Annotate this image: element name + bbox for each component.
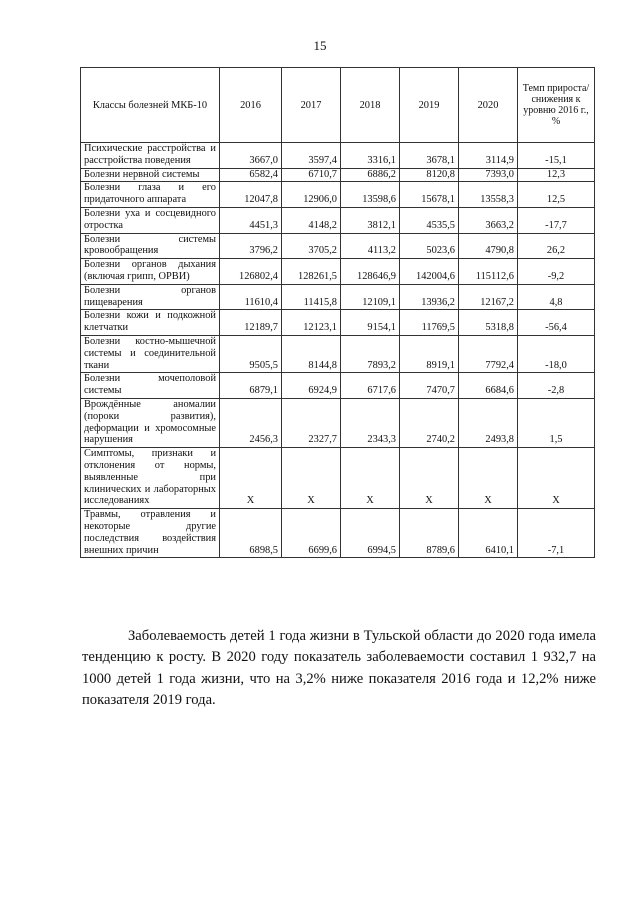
- header-year-2020: 2020: [459, 68, 518, 143]
- header-year-2019: 2019: [400, 68, 459, 143]
- value-cell: 12189,7: [220, 310, 282, 336]
- table-row: [81, 448, 595, 509]
- value-cell: 4113,2: [341, 233, 400, 259]
- value-cell: 3705,2: [282, 233, 341, 259]
- value-cell: 8789,6: [400, 509, 459, 558]
- value-cell: 6924,9: [282, 373, 341, 399]
- growth-rate-cell: -18,0: [518, 335, 595, 372]
- value-cell: 2740,2: [400, 398, 459, 447]
- growth-rate-cell: -17,7: [518, 207, 595, 233]
- value-cell: 6710,7: [282, 168, 341, 182]
- header-year-2018: 2018: [341, 68, 400, 143]
- disease-table: [80, 67, 595, 558]
- value-cell: 128261,5: [282, 259, 341, 285]
- table-row: [81, 168, 595, 182]
- growth-rate-cell: 26,2: [518, 233, 595, 259]
- value-cell: 11610,4: [220, 284, 282, 310]
- value-cell: 3812,1: [341, 207, 400, 233]
- value-cell: 12109,1: [341, 284, 400, 310]
- header-growth-rate: Темп прироста/ снижения к уровню 2016 г., %: [518, 68, 595, 143]
- value-cell: 3663,2: [459, 207, 518, 233]
- value-cell: 6898,5: [220, 509, 282, 558]
- value-cell: 5023,6: [400, 233, 459, 259]
- growth-rate-cell: -2,8: [518, 373, 595, 399]
- disease-class-cell: Болезни мочеполовой системы: [81, 373, 220, 399]
- disease-class-cell: Врождённые аномалии (пороки развития), деформации и хромосомные нарушения: [81, 398, 220, 447]
- disease-class-cell: Болезни глаза и его придаточного аппарата: [81, 182, 220, 208]
- value-cell: X: [282, 448, 341, 509]
- table-row: [81, 310, 595, 336]
- growth-rate-cell: 4,8: [518, 284, 595, 310]
- disease-class-cell: Болезни системы кровообращения: [81, 233, 220, 259]
- value-cell: 15678,1: [400, 182, 459, 208]
- value-cell: X: [400, 448, 459, 509]
- value-cell: 11769,5: [400, 310, 459, 336]
- value-cell: 13598,6: [341, 182, 400, 208]
- page-number: 15: [313, 38, 327, 53]
- value-cell: 2327,7: [282, 398, 341, 447]
- value-cell: 115112,6: [459, 259, 518, 285]
- table-row: [81, 259, 595, 285]
- value-cell: 3316,1: [341, 143, 400, 169]
- value-cell: X: [220, 448, 282, 509]
- value-cell: 3667,0: [220, 143, 282, 169]
- value-cell: 142004,6: [400, 259, 459, 285]
- value-cell: 8144,8: [282, 335, 341, 372]
- table-row: [81, 398, 595, 447]
- value-cell: 2493,8: [459, 398, 518, 447]
- table-row: [81, 335, 595, 372]
- value-cell: 3796,2: [220, 233, 282, 259]
- table-row: [81, 207, 595, 233]
- disease-class-cell: Симптомы, признаки и отклонения от нормы, выявленные при клинических и лабораторных исследованиях: [81, 448, 220, 509]
- disease-class-cell: Травмы, отравления и некоторые другие последствия воздействия внешних причин: [81, 509, 220, 558]
- value-cell: 12047,8: [220, 182, 282, 208]
- value-cell: X: [341, 448, 400, 509]
- value-cell: 13558,3: [459, 182, 518, 208]
- value-cell: 3678,1: [400, 143, 459, 169]
- value-cell: 6879,1: [220, 373, 282, 399]
- value-cell: 4535,5: [400, 207, 459, 233]
- value-cell: 4790,8: [459, 233, 518, 259]
- value-cell: 6886,2: [341, 168, 400, 182]
- value-cell: 12167,2: [459, 284, 518, 310]
- value-cell: 6410,1: [459, 509, 518, 558]
- value-cell: 6582,4: [220, 168, 282, 182]
- table-row: [81, 509, 595, 558]
- value-cell: 6699,6: [282, 509, 341, 558]
- header-year-2017: 2017: [282, 68, 341, 143]
- summary-paragraph: Заболеваемость детей 1 года жизни в Тульской области до 2020 года имела тенденцию к росту. В 2020 году показатель заболеваемости составил 1 932,7 на 1000 детей 1 года жизни, что на 3,2% ниже показателя 2016 года и 12,2% ниже показателя 2019 года.: [82, 628, 596, 708]
- value-cell: 126802,4: [220, 259, 282, 285]
- value-cell: 7792,4: [459, 335, 518, 372]
- table-row: [81, 284, 595, 310]
- growth-rate-cell: -9,2: [518, 259, 595, 285]
- value-cell: 2343,3: [341, 398, 400, 447]
- disease-class-cell: Болезни органов дыхания (включая грипп, ОРВИ): [81, 259, 220, 285]
- value-cell: X: [459, 448, 518, 509]
- table-row: [81, 233, 595, 259]
- table-header-row: [81, 68, 595, 143]
- value-cell: 2456,3: [220, 398, 282, 447]
- table-row: [81, 182, 595, 208]
- disease-class-cell: Болезни кожи и подкожной клетчатки: [81, 310, 220, 336]
- disease-class-cell: Болезни нервной системы: [81, 168, 220, 182]
- table-row: [81, 373, 595, 399]
- header-disease-class: Классы болезней МКБ-10: [81, 68, 220, 143]
- value-cell: 3114,9: [459, 143, 518, 169]
- value-cell: 13936,2: [400, 284, 459, 310]
- value-cell: 3597,4: [282, 143, 341, 169]
- value-cell: 12906,0: [282, 182, 341, 208]
- value-cell: 7893,2: [341, 335, 400, 372]
- growth-rate-cell: -56,4: [518, 310, 595, 336]
- value-cell: 9154,1: [341, 310, 400, 336]
- growth-rate-cell: 12,5: [518, 182, 595, 208]
- value-cell: 6994,5: [341, 509, 400, 558]
- value-cell: 11415,8: [282, 284, 341, 310]
- table-body: [81, 143, 595, 558]
- disease-class-cell: Болезни уха и сосцевидного отростка: [81, 207, 220, 233]
- growth-rate-cell: X: [518, 448, 595, 509]
- value-cell: 8120,8: [400, 168, 459, 182]
- value-cell: 7393,0: [459, 168, 518, 182]
- disease-class-cell: Болезни органов пищеварения: [81, 284, 220, 310]
- value-cell: 8919,1: [400, 335, 459, 372]
- value-cell: 6717,6: [341, 373, 400, 399]
- value-cell: 12123,1: [282, 310, 341, 336]
- growth-rate-cell: -7,1: [518, 509, 595, 558]
- value-cell: 6684,6: [459, 373, 518, 399]
- value-cell: 9505,5: [220, 335, 282, 372]
- header-year-2016: 2016: [220, 68, 282, 143]
- growth-rate-cell: 12,3: [518, 168, 595, 182]
- value-cell: 4451,3: [220, 207, 282, 233]
- value-cell: 128646,9: [341, 259, 400, 285]
- value-cell: 4148,2: [282, 207, 341, 233]
- growth-rate-cell: -15,1: [518, 143, 595, 169]
- value-cell: 7470,7: [400, 373, 459, 399]
- disease-class-cell: Психические расстройства и расстройства поведения: [81, 143, 220, 169]
- value-cell: 5318,8: [459, 310, 518, 336]
- growth-rate-cell: 1,5: [518, 398, 595, 447]
- table-row: [81, 143, 595, 169]
- disease-class-cell: Болезни костно-мышечной системы и соединительной ткани: [81, 335, 220, 372]
